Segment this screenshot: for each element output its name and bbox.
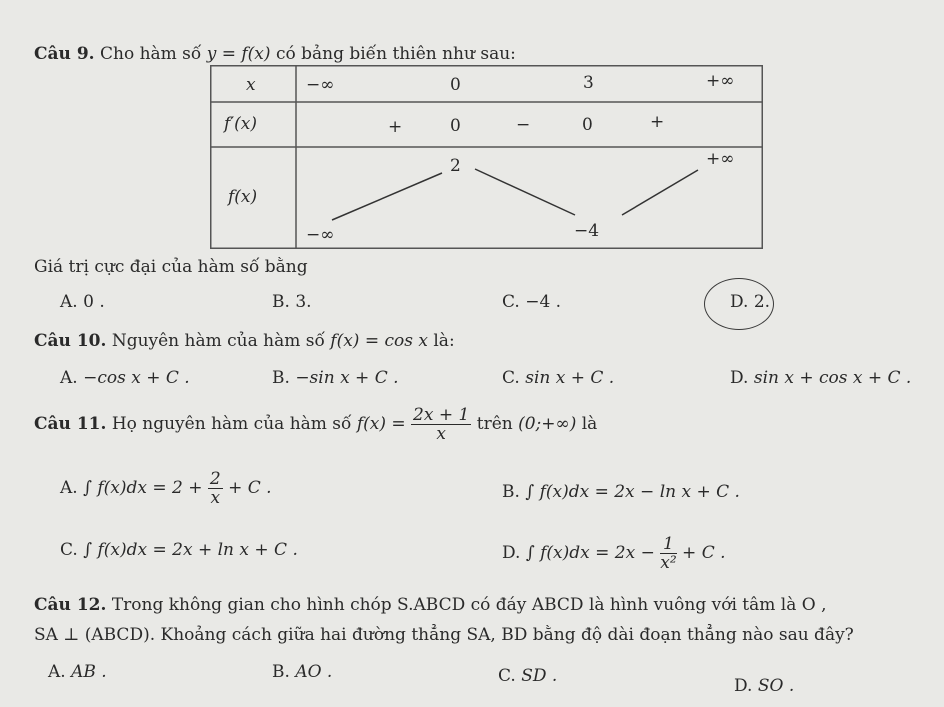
q11-option-b[interactable] bbox=[502, 482, 740, 502]
q11-option-d-label: D. bbox=[502, 543, 521, 563]
q12-line2: SA ⊥ (ABCD). Khoảng cách giữa hai đường thẳng SA, BD bằng độ dài đoạn thẳng nào sau đây? bbox=[34, 625, 854, 645]
q11-label: Câu 11. bbox=[34, 414, 107, 434]
f-value-min: −4 bbox=[574, 221, 600, 241]
q11-interval: (0;+∞) bbox=[518, 414, 577, 434]
q11-func-numerator: 2x + 1 bbox=[413, 405, 470, 425]
q12-option-a-label: A. bbox=[48, 662, 66, 682]
q10-option-a[interactable] bbox=[60, 368, 190, 388]
q12-option-b-label: B. bbox=[272, 662, 290, 682]
fprime-sign-plus-1: + bbox=[388, 117, 403, 137]
q9-text-after: có bảng biến thiên như sau: bbox=[275, 44, 516, 64]
q12-line1 bbox=[34, 595, 827, 615]
q12-text-line1: Trong không gian cho hình chóp S.ABCD có đáy ABCD là hình vuông với tâm là O , bbox=[111, 595, 827, 615]
q10-text-after: là: bbox=[433, 331, 455, 351]
q10-option-b-value: −sin x + C . bbox=[295, 368, 399, 388]
q10-option-a-value: −cos x + C . bbox=[83, 368, 190, 388]
q12-option-d[interactable] bbox=[734, 676, 794, 696]
q10-option-c-label: C. bbox=[502, 368, 520, 388]
q11-option-c-label: C. bbox=[60, 540, 78, 560]
q12-option-c-value: SD . bbox=[521, 666, 558, 686]
q12-option-a[interactable] bbox=[48, 662, 107, 682]
q11-option-c[interactable] bbox=[60, 540, 298, 560]
q12-option-b-value: AO . bbox=[295, 662, 333, 682]
q11-option-a-fraction bbox=[208, 470, 223, 507]
q11-func-denominator: x bbox=[436, 424, 446, 444]
q11-option-a-numerator: 2 bbox=[209, 469, 221, 489]
q9-question: Giá trị cực đại của hàm số bằng bbox=[34, 257, 308, 277]
arrow-increasing-2 bbox=[622, 170, 698, 215]
row-fprime-label: f′(x) bbox=[224, 114, 258, 134]
q9-option-a-value: 0 . bbox=[83, 292, 105, 312]
q11-func-lhs: f(x) = bbox=[356, 414, 406, 434]
q9-option-d-value: 2. bbox=[753, 292, 771, 312]
x-value-3: 3 bbox=[583, 73, 594, 93]
q11-option-b-value: ∫ f(x)dx = 2x − ln x + C . bbox=[525, 482, 740, 502]
fprime-zero-1: 0 bbox=[450, 116, 461, 136]
q11-option-d-fraction bbox=[660, 535, 676, 572]
variation-table-svg bbox=[210, 65, 763, 249]
q10-text: Nguyên hàm của hàm số bbox=[111, 331, 325, 351]
q11-func-fraction bbox=[411, 406, 471, 443]
q10-header bbox=[34, 331, 455, 351]
f-value-neg-inf: −∞ bbox=[306, 225, 335, 245]
q9-func: y = f(x) bbox=[206, 44, 271, 64]
arrow-decreasing bbox=[475, 169, 575, 215]
q9-option-b-label: B. bbox=[272, 292, 290, 312]
q9-option-d[interactable] bbox=[730, 292, 770, 312]
q9-label: Câu 9. bbox=[34, 44, 95, 64]
q9-option-a-label: A. bbox=[60, 292, 78, 312]
f-value-pos-inf: +∞ bbox=[706, 149, 735, 169]
fprime-sign-plus-2: + bbox=[650, 112, 665, 132]
q12-option-c-label: C. bbox=[498, 666, 516, 686]
q12-label: Câu 12. bbox=[34, 595, 107, 615]
q11-option-d-numerator: 1 bbox=[660, 535, 676, 554]
q11-option-a-label: A. bbox=[60, 478, 78, 498]
q11-option-a-denominator: x bbox=[210, 488, 221, 508]
q9-option-d-label: D. bbox=[730, 292, 749, 312]
q10-option-b-label: B. bbox=[272, 368, 290, 388]
q10-option-c[interactable] bbox=[502, 368, 614, 388]
x-value-0: 0 bbox=[450, 75, 461, 95]
q11-option-b-label: B. bbox=[502, 482, 520, 502]
q11-option-d-lhs: ∫ f(x)dx = 2x − bbox=[525, 543, 655, 563]
q11-option-a-rhs: + C . bbox=[228, 478, 272, 498]
variation-table bbox=[210, 65, 763, 249]
q9-option-c-label: C. bbox=[502, 292, 520, 312]
q12-option-a-value: AB . bbox=[71, 662, 107, 682]
q11-header bbox=[34, 406, 597, 443]
q12-option-b[interactable] bbox=[272, 662, 332, 682]
q9-option-c-value: −4 . bbox=[525, 292, 562, 312]
x-value-neg-inf: −∞ bbox=[306, 75, 335, 95]
x-value-pos-inf: +∞ bbox=[706, 71, 735, 91]
q9-option-b-value: 3. bbox=[295, 292, 312, 312]
q11-option-a-lhs: ∫ f(x)dx = 2 + bbox=[83, 478, 203, 498]
q11-text: Họ nguyên hàm của hàm số bbox=[111, 414, 352, 434]
q12-option-d-label: D. bbox=[734, 676, 753, 696]
q10-option-a-label: A. bbox=[60, 368, 78, 388]
fprime-sign-minus: − bbox=[516, 115, 531, 135]
q9-text-before: Cho hàm số bbox=[99, 44, 202, 64]
q12-option-c[interactable] bbox=[498, 666, 557, 686]
fprime-zero-2: 0 bbox=[582, 115, 593, 135]
q9-header bbox=[34, 44, 516, 64]
q10-func: f(x) = cos x bbox=[330, 331, 428, 351]
q11-text-after: trên bbox=[476, 414, 513, 434]
q12-option-d-value: SO . bbox=[757, 676, 795, 696]
q11-text-end: là bbox=[581, 414, 598, 434]
q11-option-a[interactable] bbox=[60, 470, 272, 507]
q9-option-b[interactable] bbox=[272, 292, 312, 312]
q9-option-c[interactable] bbox=[502, 292, 561, 312]
q10-label: Câu 10. bbox=[34, 331, 107, 351]
q10-option-b[interactable] bbox=[272, 368, 399, 388]
table-border bbox=[211, 66, 763, 249]
q10-option-c-value: sin x + C . bbox=[525, 368, 615, 388]
arrow-increasing-1 bbox=[332, 173, 442, 220]
q10-option-d[interactable] bbox=[730, 368, 911, 388]
q11-option-c-value: ∫ f(x)dx = 2x + ln x + C . bbox=[83, 540, 298, 560]
q10-option-d-label: D. bbox=[730, 368, 749, 388]
q11-option-d[interactable] bbox=[502, 535, 726, 572]
q11-option-d-rhs: + C . bbox=[682, 543, 726, 563]
row-x-label: x bbox=[246, 75, 256, 95]
q11-option-d-denominator: x² bbox=[660, 553, 677, 573]
f-value-max: 2 bbox=[450, 156, 461, 176]
row-f-label: f(x) bbox=[228, 187, 258, 207]
q10-option-d-value: sin x + cos x + C . bbox=[753, 368, 912, 388]
q9-option-a[interactable] bbox=[60, 292, 105, 312]
